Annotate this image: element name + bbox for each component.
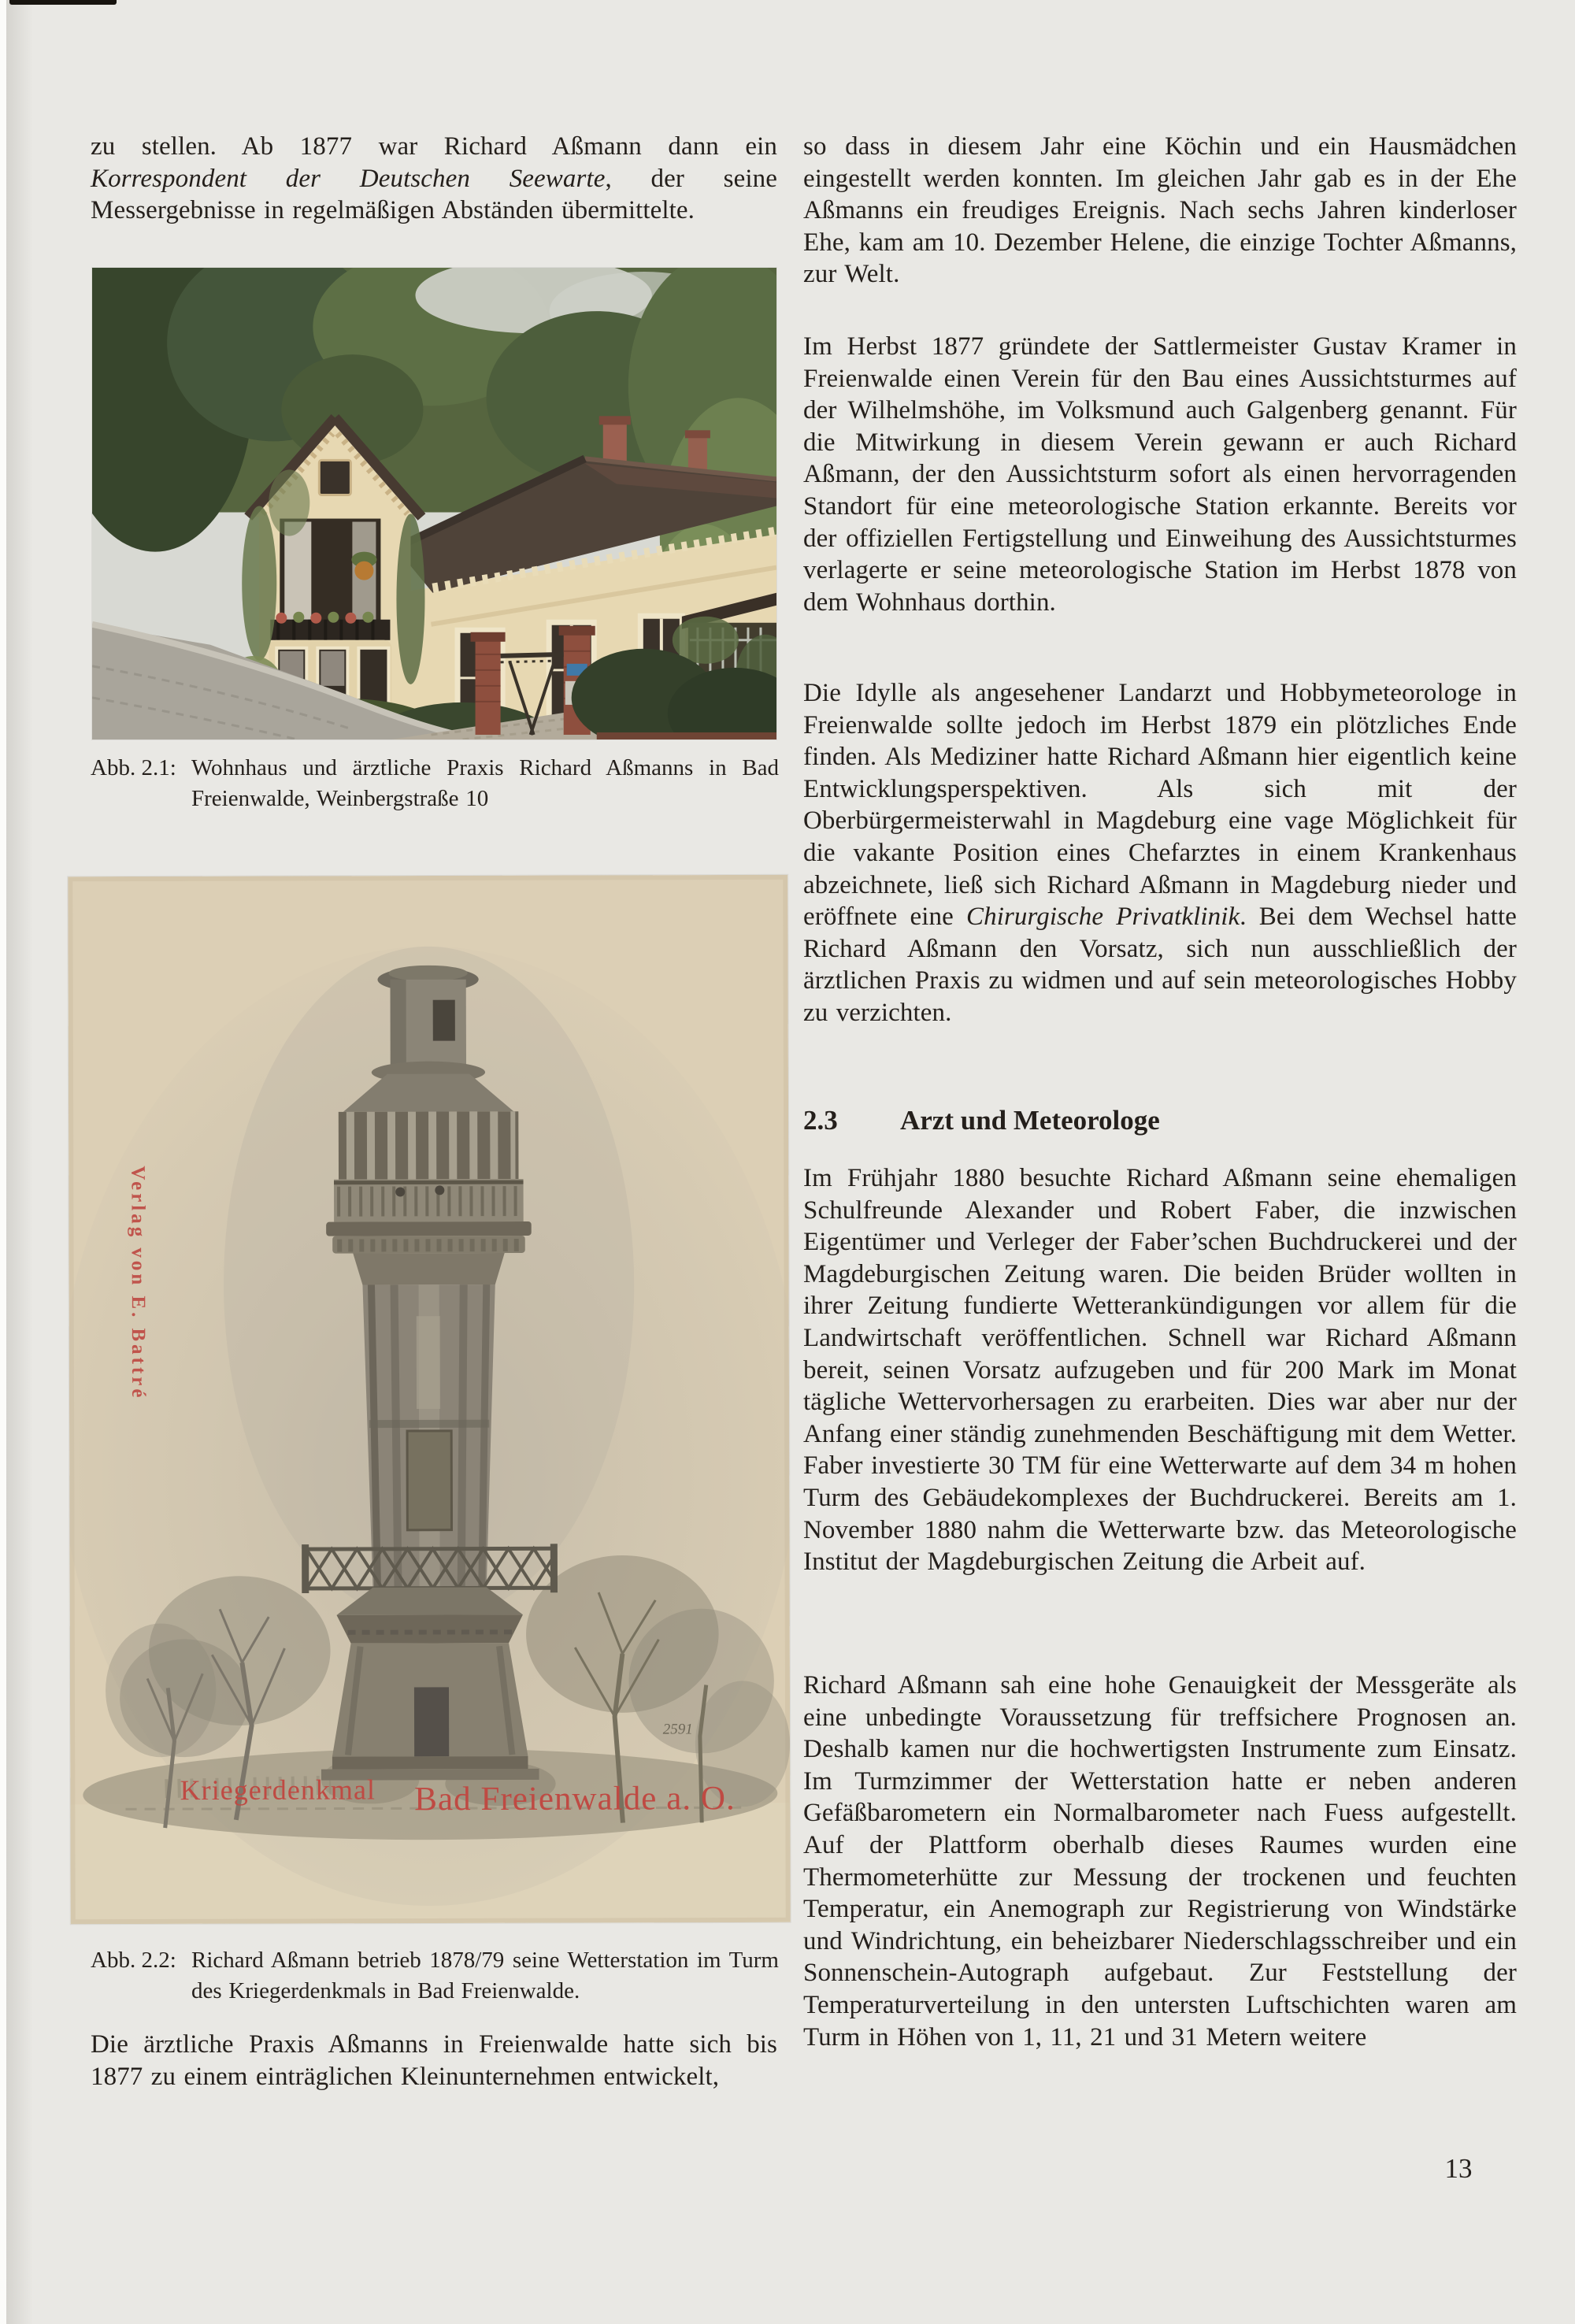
page-number: 13 [1444, 2153, 1473, 2184]
paragraph-right-5: Richard Aßmann sah eine hohe Genauigkeit der Messgeräte als eine unbedingte Voraussetzung für treffsichere Prognosen an. Deshalb kamen nur die hochwertigsten Instrumente zum Einsatz. Im Turmzimmer der Wetterstation hatte er neben anderen Gefäßbarometern ein Normalbarometer nach Fuess aufgestellt. Auf der Plattform oberhalb dieses Raumes wurden eine Thermometerhütte zur Messung der trockenen und feuchten Temperatur, ein Anemograph zur Registrierung von Windstärke und Windrichtung, ein beheizbarer Niederschlagsschreiber und ein Sonnenschein-Autograph aufgebaut. Zur Feststellung der Temperaturverteilung in den untersten Luftschichten waren am Turm in Höhen von 1, 11, 21 und 31 Metern weitere [803, 1671, 1517, 2052]
paragraph-text-italic: Korrespondent der Deutschen Seewarte [91, 164, 606, 193]
figure1-caption [91, 753, 779, 814]
scan-edge [0, 0, 6, 2324]
postcard-title-right: Bad Freienwalde a. O. [414, 1780, 736, 1818]
paragraph-left-top [91, 131, 777, 227]
section-title: Arzt und Meteorologe [900, 1105, 1160, 1136]
figure1-caption-label: Abb. 2.1: [91, 755, 176, 780]
paragraph-text: . Bei dem Wechsel hatte Richard Aßmann den Vorsatz, sich nun ausschließlich der ärztlichen Praxis zu widmen und auf sein meteorologisches Hobby zu verzichten. [803, 903, 1517, 1027]
figure2-caption-label: Abb. 2.2: [91, 1948, 176, 1973]
figure1-caption-text: Wohnhaus und ärztliche Praxis Richard Aßmanns in Bad Freienwalde, Weinbergstraße 10 [191, 755, 779, 811]
paragraph-right-4: Im Frühjahr 1880 besuchte Richard Aßmann seine ehemaligen Schulfreunde Alexander und Robert Faber, die inzwischen Eigentümer und Verleger der Faber’schen Buchdruckerei und der Magdeburgischen Zeitung waren. Die beiden Brüder wollten in ihrer Zeitung fundierte Wetterankündigungen vor allem für die Landwirtschaft veröffentlichen. Schnell war Richard Aßmann bereit, seinen Vorsatz aufzugeben und für 200 Mark im Monat tägliche Wettervorhersagen zu erarbeiten. Dies war aber nur der Anfang einer ständig zunehmenden Beschäftigung mit dem Wetter. Faber investierte 30 TM für eine Wetterwarte auf dem 34 m hohen Turm des Gebäudekomplexes der Buchdruckerei. Bereits am 1. November 1880 nahm die Wetterwarte bzw. das Meteorologische Institut der Magdeburgischen Zeitung die Arbeit auf. [803, 1164, 1517, 1577]
figure2-caption-text: Richard Aßmann betrieb 1878/79 seine Wetterstation im Turm des Kriegerdenkmals in Bad Freienwalde. [191, 1948, 779, 2003]
paragraph-text: zu stellen. Ab 1877 war Richard Aßmann dann ein [91, 132, 777, 161]
postcard-publisher: Verlag von E. Battré [127, 1166, 150, 1401]
paragraph-text: , der seine Messergebnisse in regelmäßigen Abständen übermittelte. [91, 164, 777, 225]
section-number: 2.3 [803, 1105, 838, 1136]
paragraph-text-italic: Chirurgische Privatklinik [965, 903, 1240, 932]
figure2-caption [91, 1945, 779, 2007]
paragraph-right-3 [803, 677, 1517, 1029]
postcard-photo-number: 2591 [662, 1721, 693, 1738]
tower-postcard [68, 875, 790, 1924]
house-photo-image [92, 268, 776, 739]
tower-postcard-image [68, 875, 790, 1924]
paragraph-left-bottom: Die ärztliche Praxis Aßmanns in Freienwalde hatte sich bis 1877 zu einem einträglichen Kleinunternehmen entwickelt, [91, 2030, 777, 2091]
house-photo [92, 268, 776, 739]
gutter-shadow [6, 0, 33, 2324]
paragraph-right-2: Im Herbst 1877 gründete der Sattlermeister Gustav Kramer in Freienwalde einen Verein für den Bau eines Aussichtsturmes auf der Wilhelmshöhe, im Volksmund auch Galgenberg genannt. Für die Mitwirkung in diesem Verein gewann er auch Richard Aßmann, der den Aussichtsturm sofort als einen hervorragenden Standort für eine meteorologische Station erkannte. Bereits vor der offiziellen Fertigstellung und Einweihung des Aussichtsturmes verlagerte er seine meteorologische Station im Herbst 1878 von dem Wohnhaus dorthin. [803, 332, 1517, 617]
postcard-title-left: Kriegerdenkmal [180, 1774, 376, 1807]
section-heading [803, 1104, 1517, 1137]
scan-artifact [9, 0, 117, 5]
paragraph-text: Die Idylle als angesehener Landarzt und Hobbymeteorologe in Freienwalde sollte jedoch im Herbst 1879 ein plötzliches Ende finden. Als Mediziner hatte Richard Aßmann hier eigentlich keine Entwicklungsperspektiven. Als sich mit der Oberbürgermeisterwahl in Magdeburg eine vage Möglichkeit für die vakante Position eines Chefarztes in einem Krankenhaus abzeichnete, ließ sich Richard Aßmann in Magdeburg nieder und eröffnete eine [803, 679, 1517, 932]
paragraph-right-1: so dass in diesem Jahr eine Köchin und ein Hausmädchen eingestellt werden konnten. Im gleichen Jahr gab es in der Ehe Aßmanns ein freudiges Ereignis. Nach sechs Jahren kinderloser Ehe, kam am 10. Dezember Helene, die einzige Tochter Aßmanns, zur Welt. [803, 132, 1517, 289]
